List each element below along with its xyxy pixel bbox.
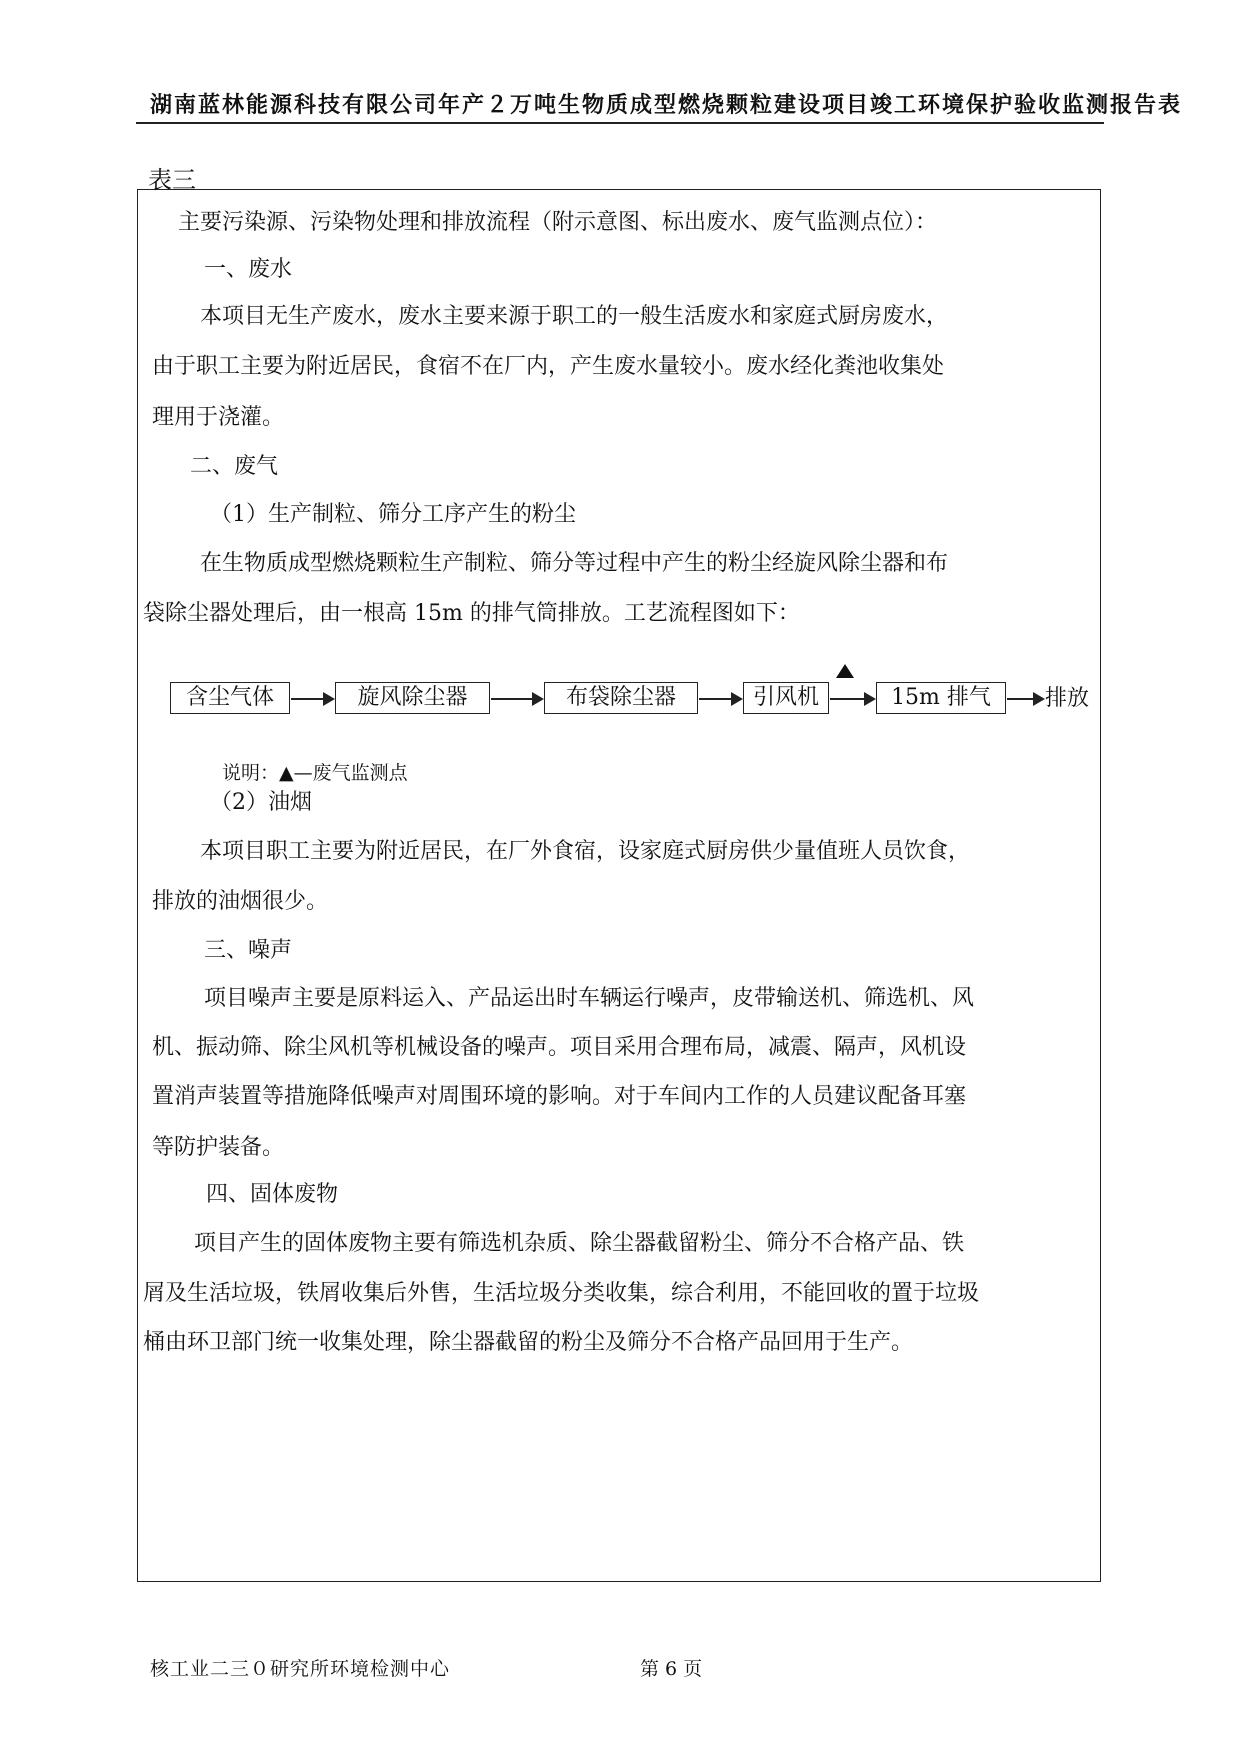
- document-header: 湖南蓝林能源科技有限公司年产２万吨生物质成型燃烧颗粒建设项目竣工环境保护验收监测报告表: [150, 93, 1183, 118]
- flow-box-fan: 引风机: [743, 682, 829, 714]
- footer-organization: 核工业二三０研究所环境检测中心: [150, 1658, 451, 1680]
- paragraph: 项目噪声主要是原料运入、产品运出时车辆运行噪声，皮带输送机、筛选机、风: [204, 986, 975, 1011]
- header-rule: [136, 122, 1104, 124]
- flow-arrow: [491, 698, 542, 700]
- paragraph: 本项目无生产废水，废水主要来源于职工的一般生活废水和家庭式厨房废水，: [200, 304, 949, 329]
- section-wastewater-title: 一、废水: [204, 257, 293, 282]
- diagram-note: 说明：▲—废气监测点: [222, 762, 408, 784]
- flow-arrow: [1007, 698, 1043, 700]
- section-solid-waste-title: 四、固体废物: [206, 1182, 339, 1207]
- paragraph: 理用于浇灌。: [152, 405, 285, 430]
- flow-box-bag-filter: 布袋除尘器: [544, 682, 698, 714]
- flow-arrow: [699, 698, 741, 700]
- paragraph: 排放的油烟很少。: [152, 889, 329, 914]
- flow-box-dusty-gas: 含尘气体: [170, 682, 290, 714]
- monitoring-point-icon: [836, 664, 854, 678]
- flow-end-discharge: 排放: [1045, 686, 1090, 711]
- paragraph: 袋除尘器处理后，由一根高 15m 的排气筒排放。工艺流程图如下：: [143, 601, 800, 626]
- paragraph: 机、振动筛、除尘风机等机械设备的噪声。项目采用合理布局，减震、隔声，风机设: [152, 1035, 967, 1060]
- paragraph: 在生物质成型燃烧颗粒生产制粒、筛分等过程中产生的粉尘经旋风除尘器和布: [200, 551, 949, 576]
- content-box: [137, 189, 1101, 1582]
- flow-box-stack: 15m 排气: [876, 682, 1006, 714]
- flow-arrow: [291, 698, 333, 700]
- paragraph: 由于职工主要为附近居民，食宿不在厂内，产生废水量较小。废水经化粪池收集处: [152, 354, 945, 379]
- paragraph: 屑及生活垃圾，铁屑收集后外售，生活垃圾分类收集，综合利用，不能回收的置于垃圾: [143, 1281, 980, 1306]
- paragraph: 桶由环卫部门统一收集处理，除尘器截留的粉尘及筛分不合格产品回用于生产。: [143, 1330, 914, 1355]
- flow-arrow: [830, 698, 874, 700]
- page-number: 第 6 页: [640, 1658, 703, 1680]
- paragraph: 项目产生的固体废物主要有筛选机杂质、除尘器截留粉尘、筛分不合格产品、铁: [194, 1231, 965, 1256]
- flow-box-cyclone: 旋风除尘器: [335, 682, 490, 714]
- subsection-dust-title: （1）生产制粒、筛分工序产生的粉尘: [210, 502, 576, 527]
- section-exhaust-title: 二、废气: [190, 454, 279, 479]
- subsection-fume-title: （2）油烟: [210, 790, 312, 815]
- intro-text: 主要污染源、污染物处理和排放流程（附示意图、标出废水、废气监测点位）：: [178, 210, 938, 235]
- section-noise-title: 三、噪声: [204, 938, 293, 963]
- paragraph: 置消声装置等措施降低噪声对周围环境的影响。对于车间内工作的人员建议配备耳塞: [152, 1084, 967, 1109]
- paragraph: 等防护装备。: [152, 1135, 285, 1160]
- table-label: 表三: [148, 166, 196, 194]
- paragraph: 本项目职工主要为附近居民，在厂外食宿，设家庭式厨房供少量值班人员饮食，: [200, 839, 971, 864]
